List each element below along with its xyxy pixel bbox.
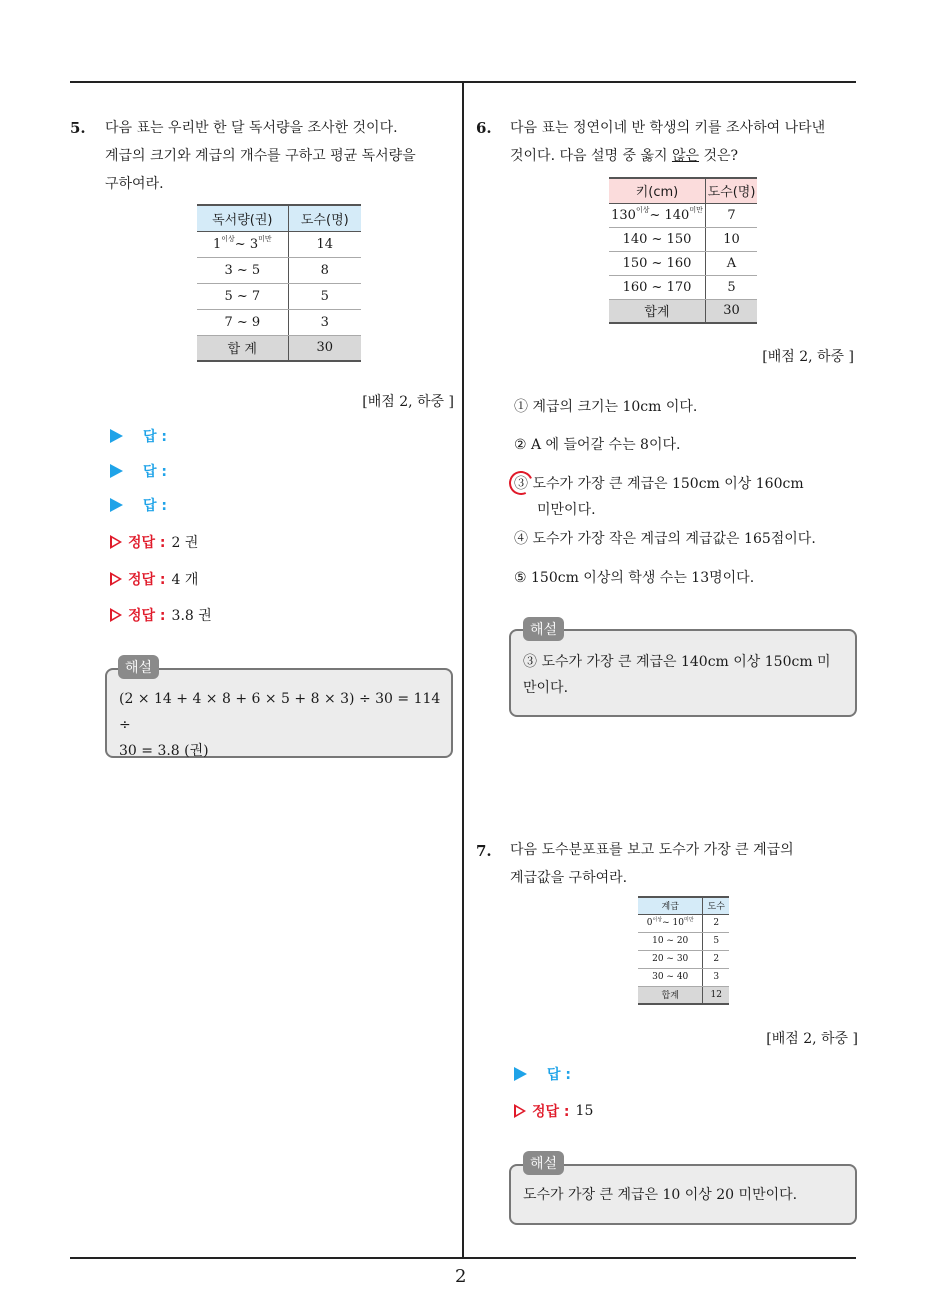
q5-header-1: 도수(명) [288,205,361,231]
q5-line1: 다음 표는 우리반 한 달 독서량을 조사한 것이다. [105,120,398,136]
q6-line1: 다음 표는 정연이네 반 학생의 키를 조사하여 나타낸 [510,120,826,136]
q7-header-0: 계급 [638,897,703,914]
table-cell-freq: 3 [703,968,729,986]
q7-explanation-tag: 해설 [523,1151,564,1175]
table-total-label: 합계 [638,986,703,1004]
q5-question [105,114,416,198]
table-cell-range: $130^{이상}\sim$ $140^{미만}$ [609,203,705,227]
table-cell-freq: 14 [288,231,361,257]
table-cell-freq: 5 [705,275,757,299]
page-number: 2 [455,1266,467,1287]
table-cell-range: 140 ~ 150 [609,227,705,251]
q6-choice-5: ⑤ 150cm 이상의 학생 수는 13명이다. [514,570,755,586]
q5-number: 5. [70,119,86,137]
q5-explanation-tag: 해설 [118,655,159,679]
q6-choice-3: ③ 도수가 가장 큰 계급은 150cm 이상 160cm [514,476,804,492]
q6-header-1: 도수(명) [705,178,757,203]
table-total-value: 30 [288,335,361,361]
q5-correct-2: 정답 : 4 개 [110,569,198,589]
q7-source: [배점 2, 하중 ] [766,1031,858,1047]
q6-explanation-tag: 해설 [523,617,564,641]
correct-answer-value: 15 [575,1103,594,1119]
table-cell-freq: 8 [288,257,361,283]
q5-explanation-text: (2 × 14 + 4 × 8 + 6 × 5 + 8 × 3) ÷ 30 = 114 ÷ 30 = 3.8 (권) [119,691,441,759]
q6-source: [배점 2, 하중 ] [762,349,854,365]
table-cell-range: 30 ~ 40 [638,968,703,986]
table-total-value: 12 [703,986,729,1004]
correct-answer-value: 3.8 권 [171,608,212,624]
correct-answer-value: 2 권 [171,535,199,551]
q5-answer-row-1: 답 : [110,426,167,446]
table-cell-freq: 10 [705,227,757,251]
table-cell-range: 3 ~ 5 [197,257,288,283]
q5-source: [배점 2, 하중 ] [362,394,454,410]
q6-header-0: 키(cm) [609,178,705,203]
table-cell-range: 10 ~ 20 [638,932,703,950]
table-cell-freq: 5 [703,932,729,950]
q7-number: 7. [476,842,492,860]
q6-line2: 것이다. 다음 설명 중 옳지 않은 것은? [510,148,739,164]
table-cell-freq: A [705,251,757,275]
q6-explanation-text: ③ 도수가 가장 큰 계급은 140cm 이상 150cm 미 만이다. [523,654,831,696]
q5-correct-1: 정답 : 2 권 [110,532,198,552]
q5-answer-row-3: 답 : [110,495,167,515]
blue-triangle-icon [514,1067,527,1081]
table-cell-freq: 2 [703,914,729,932]
q7-explanation-text: 도수가 가장 큰 계급은 10 이상 20 미만이다. [523,1187,798,1203]
table-cell-freq: 2 [703,950,729,968]
correct-answer-value: 4 개 [171,572,199,588]
table-cell-range: 5 ~ 7 [197,283,288,309]
table-cell-range: 20 ~ 30 [638,950,703,968]
q5-correct-3: 정답 : 3.8 권 [110,605,212,625]
table-cell-range: 7 ~ 9 [197,309,288,335]
blue-triangle-icon [110,464,123,478]
q6-choice-3-cont: 미만이다. [537,502,596,518]
q6-table [609,177,757,324]
q5-explanation-box [105,668,453,758]
table-cell-range: $0^{이상}\sim$ $10^{미만}$ [638,914,703,932]
q7-answer-row: 답 : [514,1064,571,1084]
q6-number: 6. [476,119,492,137]
red-triangle-icon [514,1104,526,1118]
table-total-label: 합계 [609,299,705,323]
q6-choice-4: ④ 도수가 가장 작은 계급의 계급값은 165점이다. [514,531,816,547]
q5-answer-row-2: 답 : [110,461,167,481]
bottom-rule [70,1257,856,1259]
q5-table [197,204,361,362]
q6-explanation-box [509,629,857,717]
blue-triangle-icon [110,498,123,512]
q7-correct: 정답 : 15 [514,1101,593,1121]
red-triangle-icon [110,535,122,549]
table-cell-range: 150 ~ 160 [609,251,705,275]
q7-question [510,836,794,892]
table-cell-freq: 3 [288,309,361,335]
table-cell-range: $1^{이상}\sim$ $3^{미만}$ [197,231,288,257]
q5-header-0: 독서량(권) [197,205,288,231]
table-cell-freq: 5 [288,283,361,309]
q5-line3: 구하여라. [105,176,164,192]
q7-header-1: 도수 [703,897,729,914]
table-cell-freq: 7 [705,203,757,227]
table-total-value: 30 [705,299,757,323]
blue-triangle-icon [110,429,123,443]
table-cell-range: 160 ~ 170 [609,275,705,299]
red-triangle-icon [110,608,122,622]
q7-line1: 다음 도수분포표를 보고 도수가 가장 큰 계급의 [510,842,794,858]
q5-line2: 계급의 크기와 계급의 개수를 구하고 평균 독서량을 [105,148,416,164]
column-divider [462,81,464,1258]
q7-line2: 계급값을 구하여라. [510,870,628,886]
q6-question [510,114,825,170]
red-triangle-icon [110,572,122,586]
table-total-label: 합 계 [197,335,288,361]
q7-table [638,896,729,1005]
q6-choice-2: ② A 에 들어갈 수는 8이다. [514,437,681,453]
q6-choice-1: ① 계급의 크기는 10cm 이다. [514,399,698,415]
